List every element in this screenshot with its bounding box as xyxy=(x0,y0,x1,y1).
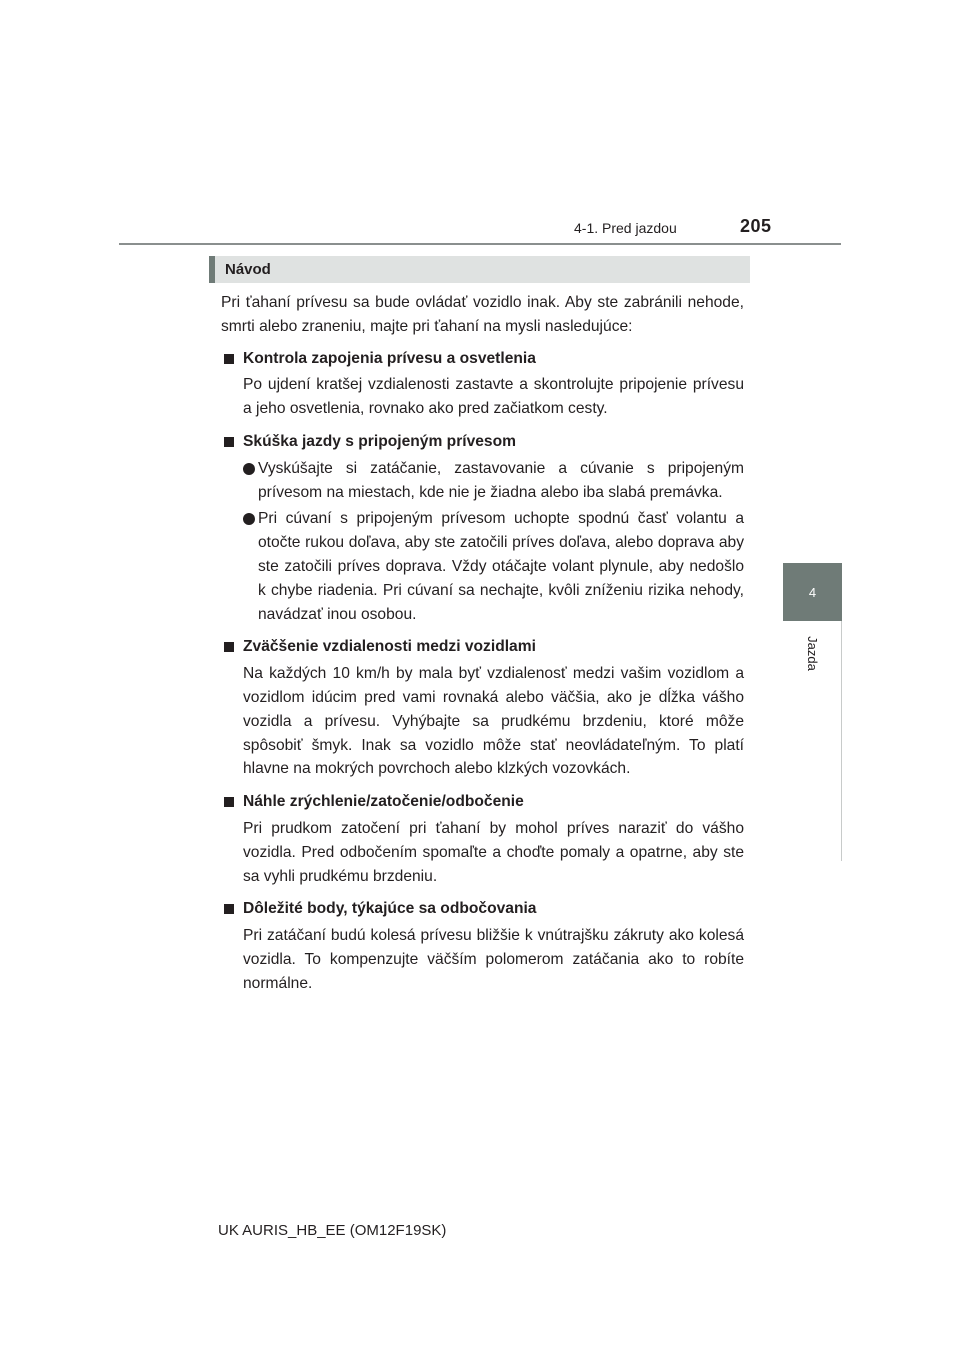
topic-item xyxy=(221,635,744,781)
topic-body: Na každých 10 km/h by mala byť vzdialenosť medzi vašim vozidlom a vozidlom idúcim pred vami rovnaká alebo väčšia, ako je dĺžka vášho vozidla a prívesu. Vyhýbajte sa prudkému brzdeniu, ktoré môže spôsobiť šmyk. Inak sa vozidlo môže stať neovládateľným. To platí hlavne na mokrých povrchoch alebo klzkých vozovkách. xyxy=(243,665,744,778)
square-bullet-icon xyxy=(224,797,234,807)
intro-paragraph: Pri ťahaní prívesu sa bude ovládať vozidlo inak. Aby ste zabránili nehode, smrti alebo zraneniu, majte pri ťahaní na mysli nasledujúce: xyxy=(221,294,744,335)
topic-heading xyxy=(221,790,744,814)
round-bullet-icon xyxy=(243,513,255,525)
page-number: 205 xyxy=(740,216,772,236)
topic-title: Náhle zrýchlenie/zatočenie/odbočenie xyxy=(243,793,524,811)
page-content xyxy=(221,291,744,1005)
topic-body: Pri zatáčaní budú kolesá prívesu bližšie k vnútrajšku zákruty ako kolesá vozidla. To kompenzujte väčším polomerom zatáčania ako to robíte normálne. xyxy=(243,927,744,992)
header-divider xyxy=(119,243,841,245)
topic-heading xyxy=(221,635,744,659)
topic-heading xyxy=(221,897,744,921)
topic-body: Pri prudkom zatočení pri ťahaní by mohol príves naraziť do vášho vozidla. Pred odbočením spomaľte a choďte pomaly a opatrne, aby ste sa vyhli prudkému brzdeniu. xyxy=(243,819,744,885)
topic-item xyxy=(221,897,744,995)
list-item-text: Vyskúšajte si zatáčanie, zastavovanie a cúvanie s pripojeným prívesom na miestach, kde nie je žiadna alebo iba slabá premávka. xyxy=(258,459,744,501)
list-item xyxy=(221,457,744,505)
topic-title: Skúška jazdy s pripojeným prívesom xyxy=(243,432,516,450)
topic-item xyxy=(221,790,744,888)
topic-title: Dôležité body, týkajúce sa odbočovania xyxy=(243,900,537,918)
chapter-side-line xyxy=(841,621,842,861)
topic-title: Zväčšenie vzdialenosti medzi vozidlami xyxy=(243,638,536,656)
section-title-bar xyxy=(209,256,750,283)
list-item-text: Pri cúvaní s pripojeným prívesom uchopte spodnú časť volantu a otočte rukou doľava, aby ste zatočili príves doľava, alebo doprava aby ste zatočili príves doprava. Vždy otáčajte volant plynule, aby nedošlo k chybe riadenia. Pri cúvaní sa nechajte, kvôli zníženiu rizika nehody, navádzať inou osobou. xyxy=(258,510,744,623)
list-item xyxy=(221,507,744,626)
topic-heading xyxy=(221,430,744,454)
chapter-tab xyxy=(783,563,842,621)
square-bullet-icon xyxy=(224,437,234,447)
square-bullet-icon xyxy=(224,642,234,652)
topic-body: Po ujdení kratšej vzdialenosti zastavte a skontrolujte pripojenie prívesu a jeho osvetlenia, rovnako ako pred začiatkom cesty. xyxy=(243,376,744,418)
chapter-tab-number: 4 xyxy=(808,584,817,600)
square-bullet-icon xyxy=(224,904,234,914)
round-bullet-icon xyxy=(243,463,255,475)
chapter-label-text: Jazda xyxy=(804,635,820,671)
topic-title: Kontrola zapojenia prívesu a osvetlenia xyxy=(243,349,536,367)
topic-heading xyxy=(221,347,744,371)
header-section-title: 4-1. Pred jazdou xyxy=(574,220,677,236)
chapter-label xyxy=(783,628,842,678)
square-bullet-icon xyxy=(224,354,234,364)
section-title: Návod xyxy=(225,261,271,278)
topic-item xyxy=(221,430,744,626)
footer-model-code: UK AURIS_HB_EE (OM12F19SK) xyxy=(218,1222,447,1239)
topic-item xyxy=(221,347,744,421)
